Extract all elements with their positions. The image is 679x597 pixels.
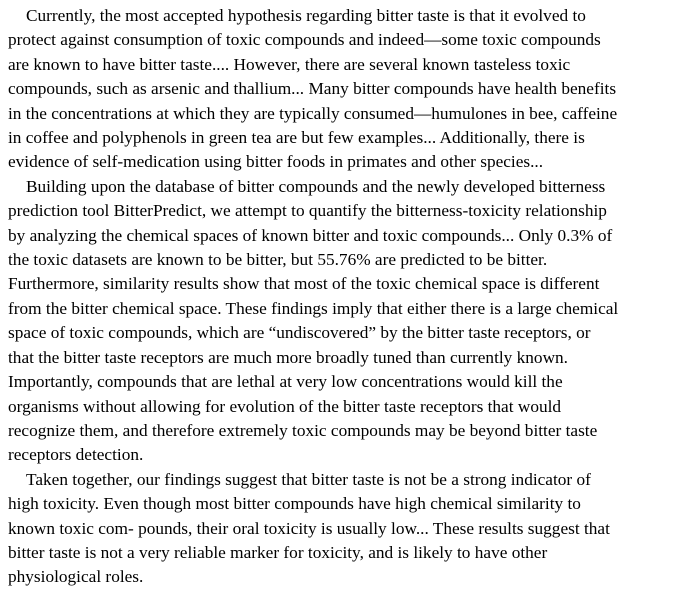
- text-line: physiological roles.: [8, 567, 144, 587]
- text-line: Furthermore, similarity results show that most of the toxic chemical space is different: [8, 274, 600, 294]
- text-line: evidence of self-medication using bitter foods in primates and other species...: [8, 152, 544, 172]
- text-line: recognize them, and therefore extremely toxic compounds may be beyond bitter taste: [8, 420, 598, 440]
- text-line: Importantly, compounds that are lethal at very low concentrations would kill the: [8, 372, 563, 392]
- text-line: from the bitter chemical space. These findings imply that either there is a large chemical: [8, 298, 619, 318]
- text-line: receptors detection.: [8, 445, 144, 465]
- paragraph-2: [8, 175, 673, 468]
- text-line: Taken together, our findings suggest that bitter taste is not be a strong indicator of: [26, 469, 591, 489]
- paragraph-3: [8, 468, 673, 590]
- text-line: in coffee and polyphenols in green tea are but few examples... Additionally, there is: [8, 128, 585, 148]
- text-line: Building upon the database of bitter compounds and the newly developed bitterness: [26, 176, 606, 196]
- text-line: Currently, the most accepted hypothesis regarding bitter taste is that it evolved to: [26, 6, 586, 25]
- text-line: organisms without allowing for evolution of the bitter taste receptors that would: [8, 396, 562, 416]
- text-line: the toxic datasets are known to be bitter, but 55.76% are predicted to be bitter.: [8, 250, 548, 270]
- text-line: protect against consumption of toxic compounds and indeed—some toxic compounds: [8, 30, 601, 50]
- text-line: are known to have bitter taste.... However, there are several known tasteless toxic: [8, 54, 571, 74]
- text-line: compounds, such as arsenic and thallium... Many bitter compounds have health benefits: [8, 79, 617, 99]
- text-line: by analyzing the chemical spaces of known bitter and toxic compounds... Only 0.3% of: [8, 225, 613, 245]
- text-line: known toxic com- pounds, their oral toxicity is usually low... These results suggest that: [8, 518, 610, 538]
- text-line: that the bitter taste receptors are much more broadly tuned than currently known.: [8, 347, 569, 367]
- text-line: bitter taste is not a very reliable marker for toxicity, and is likely to have other: [8, 542, 548, 562]
- text-line: prediction tool BitterPredict, we attempt to quantify the bitterness-toxicity relationship: [8, 201, 607, 221]
- paragraph-1: [8, 4, 673, 175]
- text-line: space of toxic compounds, which are “undiscovered” by the bitter taste receptors, or: [8, 323, 591, 343]
- text-line: high toxicity. Even though most bitter compounds have high chemical similarity to: [8, 494, 581, 514]
- text-line: in the concentrations at which they are typically consumed—humulones in bee, caffeine: [8, 103, 618, 123]
